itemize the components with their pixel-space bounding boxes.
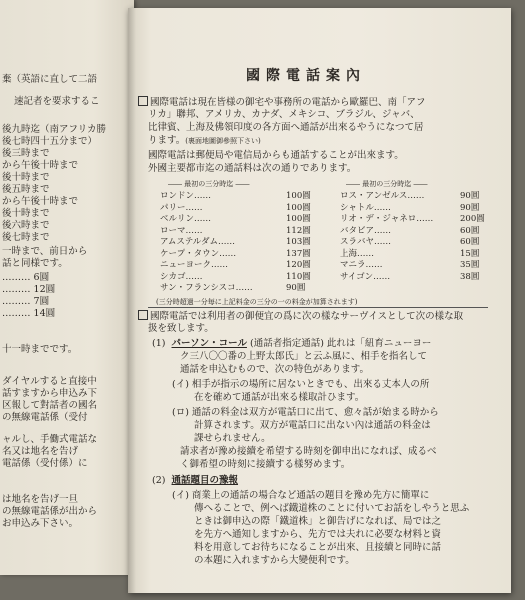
para-line: 國際電話は郵便局や電信局からも通話することが出來ます。 bbox=[148, 150, 404, 161]
rate-price: 38圓 bbox=[460, 271, 480, 282]
intro-line: 國際電話は現在皆様の御宅や事務所の電話から歐羅巴、南「アフ bbox=[138, 96, 426, 109]
rate-city: アムステルダム…… bbox=[160, 237, 235, 247]
item2-line: ときは御申込の際「鐵道株」と御告げになれば、局では之 bbox=[194, 516, 442, 527]
rate-city: 上海…… bbox=[340, 248, 375, 259]
rate-price: 200圓 bbox=[460, 214, 485, 224]
rate-price: 60圓 bbox=[460, 237, 480, 247]
para-line: 外國主要都市迄の通話料は次の通りであります。 bbox=[148, 163, 357, 174]
page-fold-shadow bbox=[128, 8, 136, 593]
left-line: 後七時四十五分まで） bbox=[2, 136, 98, 147]
rates-note: (三分時超過一分毎に上記料金の三分の一の料金が加算されます) bbox=[156, 298, 358, 306]
rate-price: 35圓 bbox=[460, 260, 480, 270]
rate-price: 100圓 bbox=[286, 214, 311, 224]
left-line: から午後十時まで bbox=[2, 196, 79, 207]
rate-city: パリー…… bbox=[160, 202, 203, 213]
left-page bbox=[0, 0, 134, 575]
left-rate: ……… 6圓 bbox=[2, 272, 50, 283]
rates-header-left: ―― 最初の三分時迄 ―― bbox=[168, 180, 250, 188]
item2-line: を先方へ通知しますから、先方では夫れに必要な材料と資 bbox=[194, 529, 442, 540]
rate-city: サイゴン…… bbox=[340, 271, 391, 282]
left-line: の無線電話係（受付 bbox=[2, 412, 88, 423]
rate-city: ベルリン…… bbox=[160, 214, 212, 224]
intro-line: 比律賓、上海及佛領印度の各方面へ通話が出來るやうになつて居 bbox=[148, 122, 424, 133]
left-line: ダイヤルすると直接中 bbox=[2, 376, 97, 387]
left-line: 後七時まで bbox=[2, 232, 50, 243]
divider bbox=[148, 307, 488, 308]
service-intro: 扱を致します。 bbox=[148, 323, 214, 334]
rate-price: 90圓 bbox=[460, 191, 480, 201]
rates-header-right: ―― 最初の三分時迄 ―― bbox=[346, 180, 428, 188]
rate-city: ケープ・タウン…… bbox=[160, 248, 237, 259]
rate-price: 112圓 bbox=[286, 225, 311, 236]
rate-price: 103圓 bbox=[286, 237, 311, 247]
item1-heading: (1) パーソン・コール (通話者指定通話) 此れは「紐育ニューヨー bbox=[152, 338, 432, 349]
map-note: (裏面地圖御參照下さい) bbox=[185, 137, 261, 145]
rate-price: 110圓 bbox=[286, 271, 311, 282]
service-intro: 國際電話では利用者の御便宜の爲に次の樣なサーヴイスとして次の樣な取 bbox=[138, 310, 463, 323]
left-line: 名又は地名を告げ bbox=[2, 446, 79, 457]
item1-sub: く御希望の時刻に接續する樣努めます。 bbox=[180, 459, 351, 470]
rate-price: 120圓 bbox=[286, 260, 311, 270]
rate-city: リオ・デ・ジャネロ…… bbox=[340, 214, 434, 224]
item2-line: の本題に入れますから大變便利です。 bbox=[194, 555, 355, 566]
left-line: から午後十時まで bbox=[2, 160, 79, 171]
rate-price: 100圓 bbox=[286, 191, 311, 201]
rate-city: スラバヤ…… bbox=[340, 237, 392, 247]
item1-sub: 計算されます。双方が電話口に出ない內は通話の料金は bbox=[194, 420, 431, 431]
rate-city: ニューヨーク…… bbox=[160, 260, 229, 270]
item2-line: 傳へることで、例へば鐵道株のことに付いてお話をしやうと思ふ bbox=[194, 503, 470, 514]
rate-city: マニラ…… bbox=[340, 260, 383, 270]
left-rate: ……… 14圓 bbox=[2, 308, 56, 319]
rate-price: 100圓 bbox=[286, 202, 311, 213]
item1-line: ク三八〇〇番の上野太郎氏」と云ふ風に、相手を指名して bbox=[180, 351, 428, 362]
rate-city: バタビア…… bbox=[340, 225, 392, 236]
left-line: 後三時まで bbox=[2, 148, 50, 159]
page-title: 國際電話案內 bbox=[246, 68, 366, 84]
item1-sub: 請求者が豫め接續を希望する時刻を御申出になれば、成るべ bbox=[180, 446, 437, 457]
left-line: 速記者を要求するこ bbox=[14, 96, 100, 107]
right-page bbox=[128, 8, 511, 593]
left-line: 話すますから申込み下 bbox=[2, 388, 98, 399]
left-rate: ……… 7圓 bbox=[2, 296, 50, 307]
bullet-icon bbox=[138, 310, 148, 320]
left-rate: ……… 12圓 bbox=[2, 284, 56, 295]
rate-price: 60圓 bbox=[460, 225, 480, 236]
rate-city: シカゴ…… bbox=[160, 271, 203, 282]
rate-city: シャトル…… bbox=[340, 202, 391, 213]
item1-sub: (ロ) 通話の料金は双方が電話口に出て、愈々話が始まる時から bbox=[172, 407, 439, 418]
intro-line: ります。(裏面地圖御參照下さい) bbox=[148, 135, 261, 146]
left-line: は地名を告げ一旦 bbox=[2, 494, 79, 505]
rate-price: 90圓 bbox=[460, 202, 480, 213]
rate-price: 15圓 bbox=[460, 248, 480, 259]
left-line: お申込み下さい。 bbox=[2, 518, 79, 529]
rate-city: ロス・アンゼルス…… bbox=[340, 191, 425, 201]
item1-sub: 課せられません。 bbox=[194, 433, 271, 444]
rate-city: サン・フランシスコ…… bbox=[160, 283, 253, 293]
left-line: 棄（英語に直して二語 bbox=[2, 74, 98, 85]
left-line: 電話係（受付係）に bbox=[2, 458, 88, 469]
item2-line: 料を用意してお待ちになることが出來、且接續と同時に話 bbox=[194, 542, 442, 553]
left-line: 話と同様です。 bbox=[2, 258, 68, 269]
rate-price: 90圓 bbox=[286, 283, 306, 293]
left-line: 後六時まで bbox=[2, 220, 50, 231]
left-line: 十一時までです。 bbox=[2, 344, 78, 355]
left-line: 後五時まで bbox=[2, 184, 50, 195]
item1-sub: 在を確めて通話が出來る樣取計ひます。 bbox=[194, 392, 365, 403]
rate-city: ロンドン…… bbox=[160, 191, 212, 201]
left-line: の無線電話係が出から bbox=[2, 506, 98, 517]
left-line: 後十時まで bbox=[2, 172, 50, 183]
item1-sub: (イ) 相手が指示の場所に居ないときでも、出來る丈本人の所 bbox=[172, 379, 430, 390]
rate-price: 137圓 bbox=[286, 248, 311, 259]
left-line: 後九時迄（南アフリカ勝 bbox=[2, 124, 107, 135]
item2-line: (イ) 商業上の通話の場合など通話の題目を豫め先方に簡單に bbox=[172, 490, 430, 501]
intro-line: リカ」聯邦、アメリカ、カナダ、メキシコ、ブラジル、ジャバ、 bbox=[148, 109, 420, 120]
left-line: 一時まで、前日から bbox=[2, 246, 88, 257]
left-line: 区報して對話者の國名 bbox=[2, 400, 98, 411]
rate-city: ローマ…… bbox=[160, 225, 203, 236]
left-line: ャルし、手働式電話な bbox=[2, 434, 98, 445]
bullet-icon bbox=[138, 96, 148, 106]
item2-heading: (2) 通話題目の豫報 bbox=[152, 475, 239, 486]
left-line: 後十時まで bbox=[2, 208, 50, 219]
item1-line: 通話を申込むもので、次の特色があります。 bbox=[180, 364, 370, 375]
